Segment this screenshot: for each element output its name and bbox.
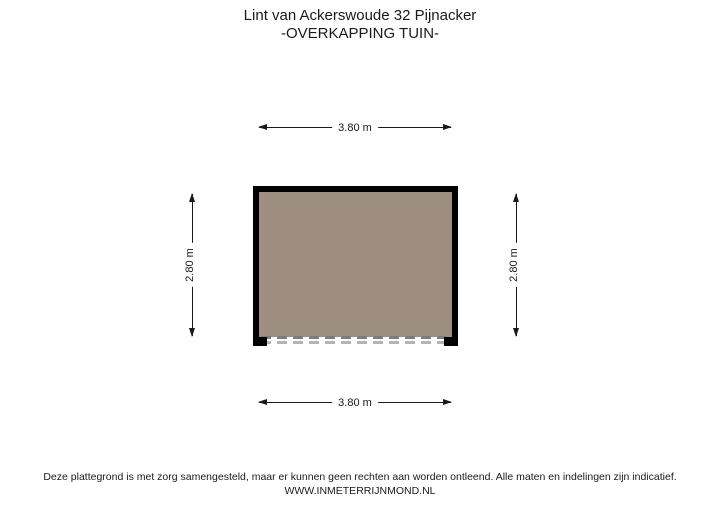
dimension-label-top: 3.80 m — [332, 122, 378, 134]
title-block — [0, 7, 720, 43]
page-subtitle: -OVERKAPPING TUIN- — [280, 25, 440, 42]
page-title: Lint van Ackerswoude 32 Pijnacker — [243, 7, 477, 24]
dimension-right — [510, 193, 524, 337]
footer-disclaimer: Deze plattegrond is met zorg samengesteld, maar er kunnen geen rechten aan worden ontleend. Alle maten en indelingen zijn indicatief. — [43, 471, 677, 483]
dimension-label-bottom: 3.80 m — [332, 397, 378, 409]
dimension-left — [186, 193, 200, 337]
arrow-down-icon — [189, 328, 195, 337]
open-side-dashed-line-light — [261, 341, 450, 344]
dimension-label-left: 2.80 m — [184, 243, 196, 287]
dimension-bottom — [258, 396, 452, 410]
arrow-right-icon — [443, 124, 452, 130]
footer-website: WWW.INMETERRIJNMOND.NL — [284, 485, 436, 497]
arrow-right-icon — [443, 399, 452, 405]
room-overkapping-tuin — [253, 186, 458, 337]
arrow-up-icon — [189, 193, 195, 202]
arrow-down-icon — [513, 328, 519, 337]
arrow-left-icon — [258, 399, 267, 405]
dimension-top — [258, 121, 452, 135]
wall-stub-left — [253, 337, 267, 346]
dimension-label-right: 2.80 m — [508, 243, 520, 287]
wall-stub-right — [444, 337, 458, 346]
open-side-dashed-line-dark — [261, 336, 450, 339]
arrow-up-icon — [513, 193, 519, 202]
arrow-left-icon — [258, 124, 267, 130]
